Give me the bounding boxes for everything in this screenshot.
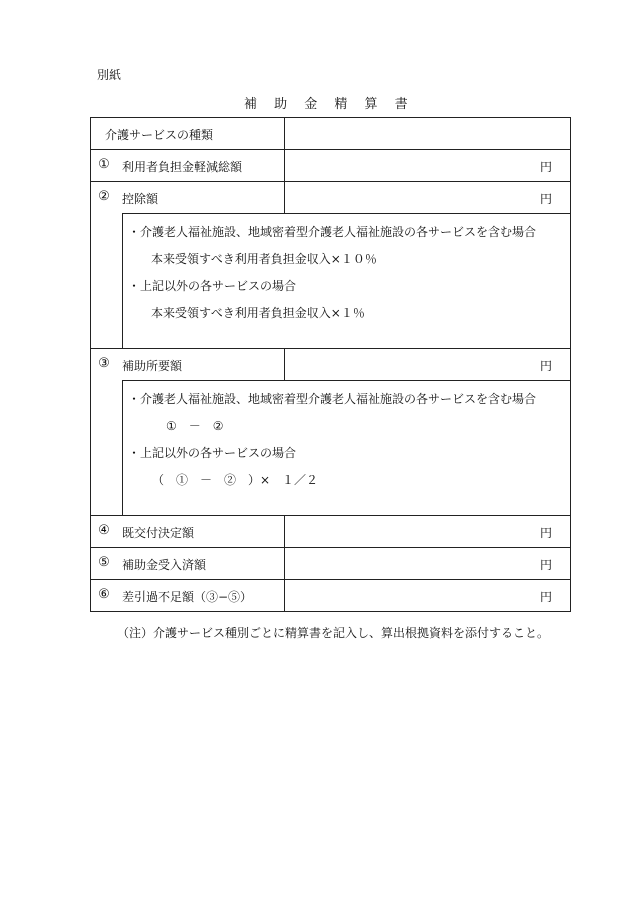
row-divider <box>90 149 570 150</box>
service-type-label: 介護サービスの種類 <box>105 128 214 142</box>
row-divider <box>90 547 570 548</box>
row-divider <box>90 579 570 580</box>
page-label: 別紙 <box>97 68 122 82</box>
required-line-4: （ ① － ② ）× １／２ <box>152 473 319 487</box>
row1-label: 利用者負担金軽減総額 <box>122 160 243 174</box>
row-divider <box>90 611 570 612</box>
deduction-line-4: 本来受領すべき利用者負担金収入×１％ <box>151 306 365 320</box>
required-line-2: ① － ② <box>166 419 224 433</box>
row-divider <box>90 181 570 182</box>
column-divider <box>122 380 123 515</box>
deduction-line-3: ・上記以外の各サービスの場合 <box>128 279 297 293</box>
required-line-3: ・上記以外の各サービスの場合 <box>128 446 297 460</box>
row-divider <box>122 380 570 381</box>
deduction-line-1: ・介護老人福祉施設、地域密着型介護老人福祉施設の各サービスを含む場合 <box>128 225 537 239</box>
column-divider <box>284 515 285 611</box>
row-divider <box>122 213 570 214</box>
row6-number: ⑥ <box>98 587 110 602</box>
row4-label: 既交付決定額 <box>122 526 195 540</box>
document-title: 補 助 金 精 算 書 <box>244 97 408 112</box>
column-divider <box>284 117 285 213</box>
row6-yen: 円 <box>540 590 553 604</box>
row4-number: ④ <box>98 523 110 538</box>
row2-label: 控除額 <box>122 192 159 206</box>
column-divider <box>122 213 123 348</box>
table-border-left <box>90 117 91 612</box>
row-divider <box>90 348 570 349</box>
footnote: （注）介護サービス種別ごとに精算書を記入し、算出根拠資料を添付すること。 <box>117 626 550 640</box>
row4-yen: 円 <box>540 526 553 540</box>
row5-label: 補助金受入済額 <box>122 558 207 572</box>
row5-number: ⑤ <box>98 555 110 570</box>
column-divider <box>284 348 285 380</box>
row1-number: ① <box>98 157 110 172</box>
row6-label: 差引過不足額（③−⑤） <box>122 590 253 604</box>
row3-label: 補助所要額 <box>122 359 183 373</box>
row2-number: ② <box>98 189 110 204</box>
row5-yen: 円 <box>540 558 553 572</box>
required-line-1: ・介護老人福祉施設、地域密着型介護老人福祉施設の各サービスを含む場合 <box>128 392 537 406</box>
deduction-line-2: 本来受領すべき利用者負担金収入×１０％ <box>151 252 377 266</box>
row3-number: ③ <box>98 356 110 371</box>
row-divider <box>90 515 570 516</box>
settlement-table <box>90 117 570 612</box>
row-divider <box>90 117 570 118</box>
table-border-right <box>570 117 571 612</box>
row3-yen: 円 <box>540 359 553 373</box>
row2-yen: 円 <box>540 192 553 206</box>
row1-yen: 円 <box>540 160 553 174</box>
